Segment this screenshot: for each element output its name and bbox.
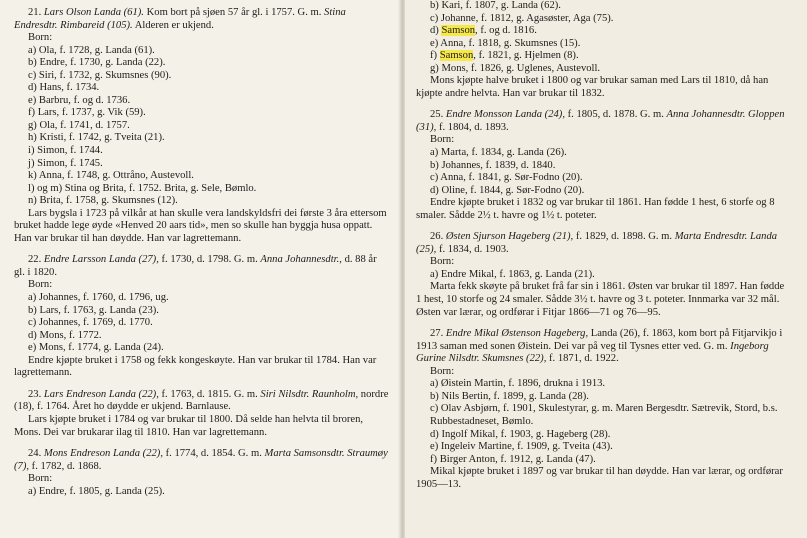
born-label: Born: [430, 256, 455, 268]
born-label: Born: [28, 32, 53, 44]
child-item: e) Barbru, f. og d. 1736. [28, 94, 131, 106]
entry-text: Endre kjøpte bruket i 1758 og fekk kongeskøyte. Han var brukar til 1784. Han var lagrettemann. [14, 354, 377, 379]
entry-heading: 27. Endre Mikal Østenson Hageberg, Landa (26), f. 1863, kom bort på Fitjarvikjo i 1913 saman med sonen Øistein. Dei var på veg til Tysnes etter ved. G. m. Ingeborg Gurine Nilsdtr. Skumsnes (22), f. 1871, d. 1922. [416, 328, 783, 365]
person-name: Mons Endreson Landa (22), [43, 448, 163, 460]
child-item: c) Olav Asbjørn, f. 1901, Skulestyrar, g. m. Maren Bergesdtr. Sætrevik, Stord, b.s. Rubbestadneset, Bømlo. [430, 403, 778, 427]
entry-text: Lars bygsla i 1723 på vilkår at han skulle vera landskyldsfri dei første 3 åra ettersom bruket hadde lege øyde «Henved 20 aars tid», men so skulle han byggja husa oppatt. Han var brukar til han døydde. Han var lagrettemann. [14, 207, 387, 244]
child-item: k) Anna, f. 1748, g. Ottråno, Austevoll. [28, 170, 194, 182]
child-item: e) Anna, f. 1818, g. Skumsnes (15). [430, 37, 581, 49]
child-item: h) Kristi, f. 1742, g. Tveita (21). [28, 132, 165, 144]
entry-text: Endre kjøpte bruket i 1832 og var brukar til 1861. Han fødde 1 hest, 6 storfe og 8 smaler. Sådde 2½ t. havre og 1½ t. poteter. [416, 197, 775, 221]
entry-27 [416, 328, 789, 491]
spouse-name: Siri Nilsdtr. Raunholm, [260, 388, 359, 400]
child-item: a) Ola, f. 1728, g. Landa (61). [28, 44, 155, 56]
child-item: e) Ingeleiv Martine, f. 1909, g. Tveita (43). [430, 441, 613, 453]
child-item: c) Johannes, f. 1769, d. 1770. [28, 317, 153, 329]
spouse-name: Marta Endresdtr. Landa (25), [416, 231, 778, 255]
left-page [0, 0, 400, 538]
child-item: b) Lars, f. 1763, g. Landa (23). [28, 304, 159, 316]
child-item: a) Endre, f. 1805, g. Landa (25). [28, 485, 165, 497]
child-item: d) Mons, f. 1772. [28, 329, 102, 341]
born-label: Born: [430, 365, 455, 377]
child-item: c) Anna, f. 1841, g. Sør-Fodno (20). [430, 172, 583, 184]
child-item: b) Johannes, f. 1839, d. 1840. [430, 159, 556, 171]
person-name: Lars Olson Landa (61). [43, 7, 144, 18]
child-item: a) Johannes, f. 1760, d. 1796, ug. [28, 292, 169, 304]
child-item: d) Ingolf Mikal, f. 1903, g. Hageberg (28). [430, 428, 611, 440]
entry-21 [14, 7, 390, 245]
child-item: b) Nils Bertin, f. 1899, g. Landa (28). [430, 390, 589, 402]
child-item: d) Samson, f. og d. 1816. [430, 25, 537, 37]
child-item: i) Simon, f. 1744. [28, 145, 103, 157]
entry-heading: 24. Mons Endreson Landa (22), f. 1774, d. 1854. G. m. Marta Samsonsdtr. Straumøy (7), f. 1782, d. 1868. [14, 448, 388, 472]
child-item: a) Øistein Martin, f. 1896, drukna i 1913. [430, 378, 606, 390]
entry-text: Mons kjøpte halve bruket i 1800 og var brukar saman med Lars til 1810, då han kjøpte andre helvta. Han var brukar til 1832. [416, 75, 769, 99]
child-item: c) Johanne, f. 1812, g. Agasøster, Aga (75). [430, 12, 614, 24]
child-item: a) Endre Mikal, f. 1863, g. Landa (21). [430, 268, 595, 280]
person-name: Østen Sjurson Hageberg (21), [445, 231, 574, 243]
born-label: Born: [28, 473, 53, 485]
entry-heading: 22. Endre Larsson Landa (27), f. 1730, d. 1798. G. m. Anna Johannesdtr., d. 88 år gl. i 1820. [14, 254, 377, 278]
child-item: f) Lars, f. 1737, g. Vik (59). [28, 107, 146, 119]
entry-22 [14, 254, 390, 379]
child-item: d) Oline, f. 1844, g. Sør-Fodno (20). [430, 184, 585, 196]
highlighted-name: Samson [441, 25, 476, 37]
person-name: Lars Endreson Landa (22), [43, 388, 159, 400]
child-item: e) Mons, f. 1774, g. Landa (24). [28, 342, 164, 354]
entry-heading: 26. Østen Sjurson Hageberg (21), f. 1829, d. 1898. G. m. Marta Endresdtr. Landa (25), f. 1834, d. 1903. [416, 231, 778, 255]
entry-26 [416, 231, 789, 319]
entry-25 [416, 109, 789, 222]
spouse-name: Ingeborg Gurine Nilsdtr. Skumsnes (22), [416, 340, 769, 365]
spouse-name: Marta Samsonsdtr. Straumøy (7), [14, 448, 388, 472]
spouse-name: Stina Endresdtr. Rimbareid (105). [14, 7, 346, 31]
child-item: b) Kari, f. 1807, g. Landa (62). [430, 0, 561, 11]
child-item: l) og m) Stina og Brita, f. 1752. Brita, g. Sele, Bømlo. [28, 182, 257, 194]
entry-heading: 25. Endre Monsson Landa (24), f. 1805, d. 1878. G. m. Anna Johannesdtr. Gloppen (31), f. 1804, d. 1893. [416, 109, 785, 133]
entry-text: Mikal kjøpte bruket i 1897 og var brukar til han døydde. Han var lærar, og ordførar 1905—13. [416, 466, 783, 490]
child-item: c) Siri, f. 1732, g. Skumsnes (90). [28, 69, 172, 81]
child-item: n) Brita, f. 1758, g. Skumsnes (12). [28, 195, 178, 207]
child-item: j) Simon, f. 1745. [28, 157, 103, 169]
entry-23 [14, 389, 390, 439]
entry-text: Marta fekk skøyte på bruket frå far sin i 1861. Østen var brukar til 1897. Han fødde 1 hest, 10 storfe og 24 smaler. Sådde 3½ t. havre og 3 t. poteter. Innmarka var 32 mål. Østen var lærar, og ordførar i Fitjar 1866—71 og 76—95. [416, 281, 785, 318]
spouse-name: Anna Johannesdtr., [260, 254, 342, 266]
child-item: d) Hans, f. 1734. [28, 82, 100, 94]
child-item: a) Marta, f. 1834, g. Landa (26). [430, 147, 567, 159]
child-item: f) Birger Anton, f. 1912, g. Landa (47). [430, 453, 596, 465]
person-name: Endre Mikal Østenson Hageberg, [445, 328, 589, 340]
child-item: f) Samson, f. 1821, g. Hjelmen (8). [430, 50, 579, 62]
child-item: b) Endre, f. 1730, g. Landa (22). [28, 57, 166, 69]
highlighted-name: Samson [439, 50, 474, 62]
person-name: Endre Monsson Landa (24), [445, 109, 565, 121]
child-item: g) Ola, f. 1741, d. 1757. [28, 119, 130, 131]
right-page [405, 0, 807, 538]
born-label: Born: [430, 134, 455, 146]
spouse-name: Anna Johannesdtr. Gloppen (31), [416, 109, 785, 133]
entry-24-continued [416, 0, 789, 100]
entry-heading: 23. Lars Endreson Landa (22), f. 1763, d. 1815. G. m. Siri Nilsdtr. Raunholm, nordre (18), f. 1764. Året ho døydde er ukjend. Barnlause. [14, 388, 389, 413]
entry-text: Lars kjøpte bruket i 1784 og var brukar til 1800. Då selde han helvta til broren, Mons. Dei var brukarar ilag til 1810. Han var lagrettemann. [14, 413, 364, 438]
born-label: Born: [28, 279, 53, 291]
entry-heading: 21. Lars Olson Landa (61). Kom bort på sjøen 57 år gl. i 1757. G. m. Stina Endresdtr. Rimbareid (105). Alderen er ukjend. [14, 7, 346, 31]
entry-24 [14, 448, 390, 498]
child-item: g) Mons, f. 1826, g. Uglenes, Austevoll. [430, 62, 601, 74]
person-name: Endre Larsson Landa (27), [43, 254, 159, 266]
